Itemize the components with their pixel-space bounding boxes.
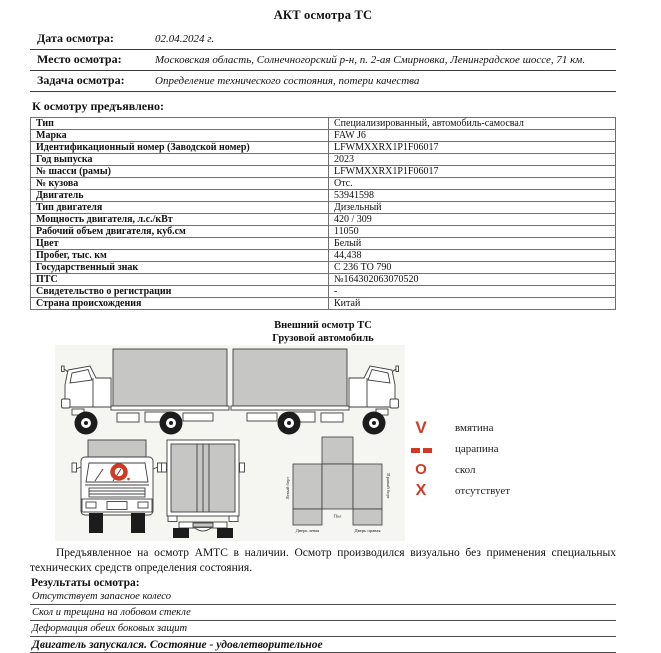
legend-item-scratch	[405, 438, 595, 459]
table-row	[31, 214, 616, 226]
diagram-label-right-board: Правый борт	[386, 473, 391, 499]
field-value: Определение технического состояния, потери качества	[155, 75, 420, 87]
result-row: Деформация обеих боковых защит	[30, 621, 616, 637]
legend-label: скол	[455, 463, 476, 476]
table-row	[31, 154, 616, 166]
spec-label: № кузова	[31, 178, 329, 190]
field-label: Место осмотра:	[37, 52, 122, 66]
inspection-subtitle: Грузовой автомобиль	[272, 333, 374, 344]
spec-value: 53941598	[329, 190, 616, 202]
spec-value: Китай	[329, 298, 616, 310]
diagram-label-left-board: Левый борт	[285, 476, 290, 500]
field-label: Задача осмотра:	[37, 73, 125, 87]
spec-value: LFWMXXRX1P1F06017	[329, 166, 616, 178]
field-value: 02.04.2024 г.	[155, 33, 215, 45]
table-row	[31, 202, 616, 214]
header-fields	[30, 29, 616, 92]
legend-label: вмятина	[455, 421, 494, 434]
spec-value: 2023	[329, 154, 616, 166]
diagram-label-floor: Пол	[333, 513, 342, 519]
results-heading: Результаты осмотра:	[31, 577, 140, 589]
table-row	[31, 118, 616, 130]
table-row	[31, 262, 616, 274]
document-page	[0, 8, 661, 651]
vehicle-spec-table	[30, 117, 616, 310]
result-row: Отсутствует запасное колесо	[30, 589, 616, 605]
table-row	[31, 286, 616, 298]
spec-label: Государственный знак	[31, 262, 329, 274]
missing-symbol-icon: X	[415, 481, 427, 499]
spec-value: 420 / 309	[329, 214, 616, 226]
inspection-title: Внешний осмотр ТС	[274, 320, 372, 331]
damage-legend	[405, 417, 595, 501]
table-row	[31, 130, 616, 142]
table-row	[31, 250, 616, 262]
table-row	[31, 274, 616, 286]
diagram-label-door-left: Дверь левая	[295, 528, 320, 533]
summary-paragraph: Предъявленное на осмотр АМТС в наличии. Осмотр производился визуально без применения специальных технических средств определения состояния.	[30, 547, 616, 574]
spec-label: Тип	[31, 118, 329, 130]
spec-value: Белый	[329, 238, 616, 250]
table-row	[31, 190, 616, 202]
table-row	[31, 238, 616, 250]
spec-label: Страна происхождения	[31, 298, 329, 310]
result-row-engine-status: Двигатель запускался. Состояние - удовлетворительное	[30, 637, 616, 653]
spec-label: № шасси (рамы)	[31, 166, 329, 178]
field-label: Дата осмотра:	[37, 31, 114, 45]
spec-value: С 236 ТО 790	[329, 262, 616, 274]
spec-label: Цвет	[31, 238, 329, 250]
chip-symbol-icon: O	[415, 461, 427, 478]
table-row	[31, 178, 616, 190]
spec-value: 11050	[329, 226, 616, 238]
spec-label: Пробег, тыс. км	[31, 250, 329, 262]
spec-label: ПТС	[31, 274, 329, 286]
table-row	[31, 226, 616, 238]
spec-value: 44,438	[329, 250, 616, 262]
table-row	[31, 166, 616, 178]
header-row-date	[30, 29, 616, 50]
legend-item-dent	[405, 417, 595, 438]
spec-value: №164302063070520	[329, 274, 616, 286]
legend-item-chip	[405, 459, 595, 480]
spec-label: Год выпуска	[31, 154, 329, 166]
table-row	[31, 142, 616, 154]
spec-value: FAW J6	[329, 130, 616, 142]
page-title: АКТ осмотра ТС	[273, 8, 373, 22]
spec-value: Дизельный	[329, 202, 616, 214]
spec-label: Мощность двигателя, л.с./кВт	[31, 214, 329, 226]
header-row-task	[30, 71, 616, 92]
legend-label: отсутствует	[455, 484, 511, 497]
spec-label: Марка	[31, 130, 329, 142]
spec-label: Двигатель	[31, 190, 329, 202]
spec-label: Рабочий объем двигателя, куб.см	[31, 226, 329, 238]
vehicle-diagram-area	[55, 345, 615, 541]
legend-label: царапина	[455, 442, 499, 455]
diagram-label-door-right: Дверь правая	[354, 528, 381, 533]
spec-value: Отс.	[329, 178, 616, 190]
truck-drawings	[55, 345, 405, 541]
dent-symbol-icon: V	[415, 417, 427, 437]
presented-heading: К осмотру предъявлено:	[32, 99, 165, 113]
header-row-place	[30, 50, 616, 71]
spec-label: Тип двигателя	[31, 202, 329, 214]
scratch-symbol-icon	[405, 440, 437, 458]
spec-value: LFWMXXRX1P1F06017	[329, 142, 616, 154]
result-row: Скол и трещина на лобовом стекле	[30, 605, 616, 621]
table-row	[31, 298, 616, 310]
field-value: Московская область, Солнечногорский р-н, п. 2-ая Смирновка, Ленинградское шоссе, 71 км.	[155, 54, 586, 66]
spec-value: -	[329, 286, 616, 298]
spec-value: Специализированный, автомобиль-самосвал	[329, 118, 616, 130]
spec-label: Идентификационный номер (Заводской номер)	[31, 142, 329, 154]
legend-item-missing	[405, 480, 595, 501]
spec-label: Свидетельство о регистрации	[31, 286, 329, 298]
